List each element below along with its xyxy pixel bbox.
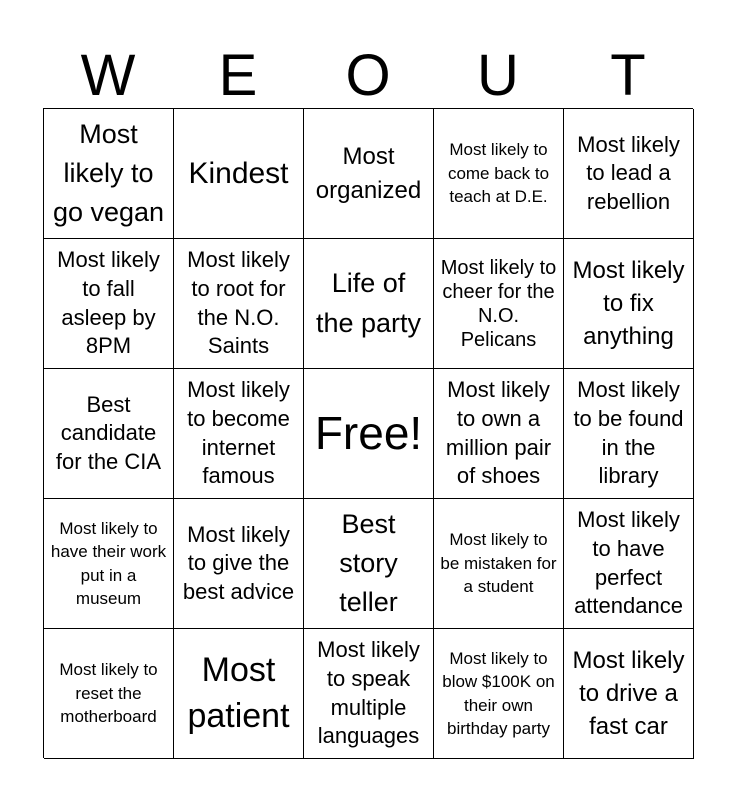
bingo-cell[interactable]: Most likely to come back to teach at D.E. [434, 109, 564, 239]
bingo-cell[interactable]: Most likely to give the best advice [174, 499, 304, 629]
bingo-card-grid [43, 108, 693, 758]
free-space[interactable]: Free! [304, 369, 434, 499]
header-letter-t: T [610, 43, 646, 108]
bingo-cell[interactable]: Most likely to root for the N.O. Saints [174, 239, 304, 369]
bingo-cell[interactable]: Most likely to fix anything [564, 239, 694, 369]
header-letter-o: O [345, 43, 391, 108]
header-letter-w: W [80, 43, 136, 108]
bingo-cell[interactable]: Kindest [174, 109, 304, 239]
bingo-cell[interactable]: Most likely to fall asleep by 8PM [44, 239, 174, 369]
bingo-cell[interactable]: Most likely to be found in the library [564, 369, 694, 499]
bingo-cell[interactable]: Most likely to have perfect attendance [564, 499, 694, 629]
bingo-cell[interactable]: Most organized [304, 109, 434, 239]
header-letter-e: E [218, 43, 258, 108]
bingo-cell[interactable]: Most likely to be mistaken for a student [434, 499, 564, 629]
bingo-cell[interactable]: Most likely to drive a fast car [564, 629, 694, 759]
bingo-cell[interactable]: Most patient [174, 629, 304, 759]
bingo-cell[interactable]: Most likely to have their work put in a museum [44, 499, 174, 629]
bingo-cell[interactable]: Most likely to speak multiple languages [304, 629, 434, 759]
bingo-cell[interactable]: Most likely to blow $100K on their own birthday party [434, 629, 564, 759]
header-letter-u: U [477, 43, 519, 108]
bingo-cell[interactable]: Most likely to reset the motherboard [44, 629, 174, 759]
bingo-cell[interactable]: Best story teller [304, 499, 434, 629]
bingo-cell[interactable]: Most likely to lead a rebellion [564, 109, 694, 239]
bingo-header [43, 44, 693, 108]
bingo-cell[interactable]: Most likely to go vegan [44, 109, 174, 239]
bingo-cell[interactable]: Most likely to become internet famous [174, 369, 304, 499]
bingo-cell[interactable]: Life of the party [304, 239, 434, 369]
bingo-cell[interactable]: Most likely to cheer for the N.O. Pelicans [434, 239, 564, 369]
bingo-cell[interactable]: Most likely to own a million pair of shoes [434, 369, 564, 499]
bingo-cell[interactable]: Best candidate for the CIA [44, 369, 174, 499]
